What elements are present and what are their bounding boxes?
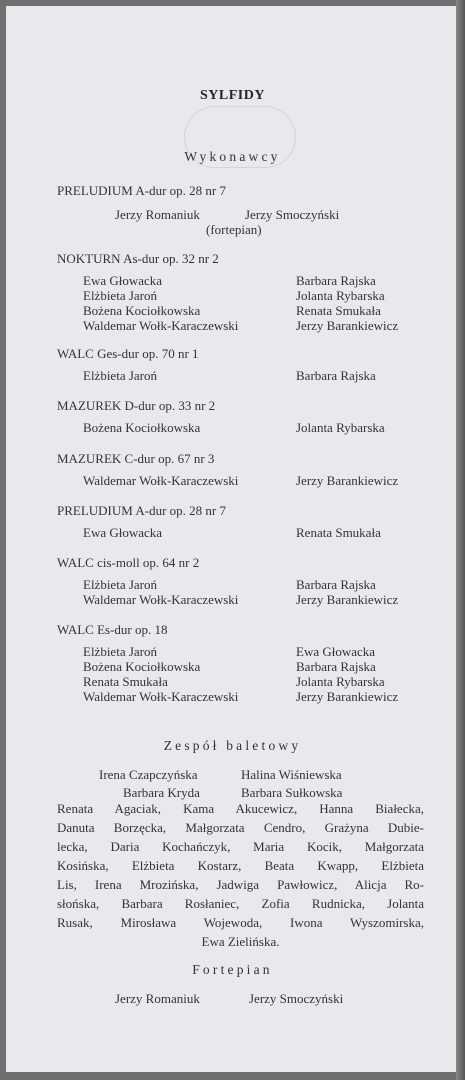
dancer-name: Ewa Głowacka [83, 525, 163, 540]
piece-title: PRELUDIUM A-dur op. 28 nr 7 [57, 183, 226, 198]
dancer-name: Jerzy Barankiewicz [296, 592, 399, 607]
dancer-name: Jerzy Barankiewicz [296, 689, 399, 704]
dancer-name: Ewa Głowacka [296, 644, 376, 659]
piece-title: NOKTURN As-dur op. 32 nr 2 [57, 251, 219, 266]
dancer-name: Barbara Rajska [296, 659, 376, 674]
dancer-name: Jerzy Barankiewicz [296, 473, 399, 488]
ensemble-line: Kosińska, Elżbieta Kostarz, Beata Kwapp, Elżbieta [57, 858, 424, 873]
ensemble-names [57, 799, 424, 951]
dancer-name: Waldemar Wołk-Karaczewski [83, 473, 239, 488]
dancer-name: Barbara Rajska [296, 273, 376, 288]
dancer-name: Renata Smukała [296, 525, 381, 540]
piece-title: MAZUREK D-dur op. 33 nr 2 [57, 398, 216, 413]
dancer-name: Waldemar Wołk-Karaczewski [83, 689, 239, 704]
pianist-name: Jerzy Smoczyński [245, 207, 340, 222]
dancer-name: Bożena Kociołkowska [83, 303, 201, 318]
dancer-name: Renata Smukała [83, 674, 168, 689]
ensemble-heading: Zespół baletowy [163, 738, 302, 753]
ensemble-line: lecka, Daria Kochańczyk, Maria Kocik, Małgorzata [57, 839, 424, 854]
piano-heading: Fortepian [192, 962, 273, 977]
ensemble-line: słońska, Barbara Rosłaniec, Zofia Rudnicka, Jolanta [57, 896, 424, 911]
page-title: SYLFIDY [200, 88, 265, 103]
dancer-name: Jolanta Rybarska [296, 288, 385, 303]
dancer-name: Elżbieta Jaroń [83, 368, 157, 383]
dancer-name: Ewa Głowacka [83, 273, 163, 288]
piano-note: (fortepian) [206, 222, 262, 237]
dancer-name: Bożena Kociołkowska [83, 659, 201, 674]
dancer-name: Jerzy Barankiewicz [296, 318, 399, 333]
dancer-name: Elżbieta Jaroń [83, 644, 157, 659]
piece-title: MAZUREK C-dur op. 67 nr 3 [57, 451, 215, 466]
dancer-name: Renata Smukała [296, 303, 381, 318]
dancer-name: Barbara Rajska [296, 577, 376, 592]
dancer-name: Waldemar Wołk-Karaczewski [83, 318, 239, 333]
performers-heading: Wykonawcy [184, 149, 281, 164]
piece-title: PRELUDIUM A-dur op. 28 nr 7 [57, 503, 226, 518]
soloist-name: Barbara Sułkowska [241, 785, 343, 800]
dancer-name: Jolanta Rybarska [296, 420, 385, 435]
ensemble-line: Renata Agaciak, Kama Akucewicz, Hanna Białecka, [57, 801, 424, 816]
soloist-name: Halina Wiśniewska [241, 767, 342, 782]
dancer-name: Jolanta Rybarska [296, 674, 385, 689]
soloist-name: Barbara Kryda [123, 785, 200, 800]
ensemble-line: Lis, Irena Mrozińska, Jadwiga Pawłowicz, Alicja Ro- [57, 877, 424, 892]
ensemble-line: Rusak, Mirosława Wojewoda, Iwona Wyszomirska, [57, 915, 424, 930]
dancer-name: Barbara Rajska [296, 368, 376, 383]
pianist-name: Jerzy Romaniuk [115, 207, 200, 222]
ensemble-line: Danuta Borzęcka, Małgorzata Cendro, Grażyna Dubie- [57, 820, 424, 835]
pianist-name: Jerzy Smoczyński [249, 991, 344, 1006]
pianist-name: Jerzy Romaniuk [115, 991, 200, 1006]
piece-title: WALC cis-moll op. 64 nr 2 [57, 555, 200, 570]
dancer-name: Waldemar Wołk-Karaczewski [83, 592, 239, 607]
piece-title: WALC Es-dur op. 18 [57, 622, 168, 637]
soloist-name: Irena Czapczyńska [99, 767, 198, 782]
dancer-name: Bożena Kociołkowska [83, 420, 201, 435]
piece-title: WALC Ges-dur op. 70 nr 1 [57, 346, 199, 361]
ensemble-line: Ewa Zielińska. [201, 934, 280, 949]
dancer-name: Elżbieta Jaroń [83, 577, 157, 592]
dancer-name: Elżbieta Jaroń [83, 288, 157, 303]
